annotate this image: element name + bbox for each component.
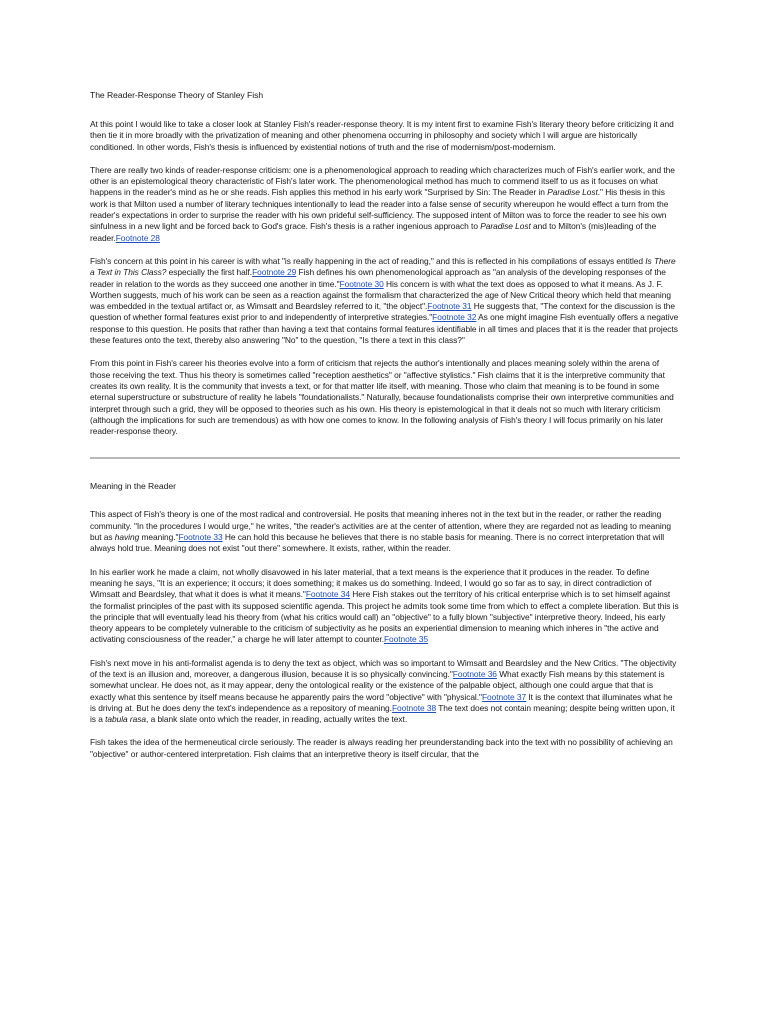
- text-run: especially the first half.: [166, 267, 253, 278]
- horizontal-divider: [90, 457, 680, 459]
- text-run: , a blank slate onto which the reader, in reading, actually writes the text.: [146, 714, 408, 725]
- text-run: Here Fish stakes out the territory of his critical enterprise which is to set himself against the formalist principles of the past with its supposed scientific agenda. This project he admits took some time from which to effect a complete liberation. But this is the principle that will eventually lead his theory from (what his critics would call) an "objective" to a fully blown "subjective" interpretive theory. Indeed, his early theory appears to be completely vulnerable to the criticism of subjectivity as he posits an experiential dimension to meaning which inheres in "the active and activating consciousness of the reader," a charge he will later attempt to counter.: [90, 589, 679, 645]
- text-run: and to Milton's (mis)leading of the reader.: [90, 221, 657, 243]
- italic-title: Is There a Text in This Class?: [90, 255, 676, 278]
- text-run: This aspect of Fish's theory is one of the most radical and controversial. He posits that meaning inheres not in the text but in the reader, or rather the reading community. "In the procedures I would urge," he writes, "the reader's activities are at the center of attention, where they are regarded not as leading to meaning but as: [90, 509, 671, 543]
- document-page: [90, 90, 680, 772]
- text-run: There are really two kinds of reader-response criticism: one is a phenomenological approach to reading which characterizes much of Fish's earlier work, and the other is an epistemological theory characteristic of Fish's later work. The phenomenological method has much to commend itself to us as it focuses on what happens in the reader's mind as he or she reads. Fish applies this method in his early work "Surprised by Sin: The Reader in: [90, 164, 675, 198]
- text-run: meaning.": [139, 532, 179, 543]
- italic-title: Paradise Lost: [480, 221, 531, 232]
- text-run: Fish's next move in his anti-formalist agenda is to deny the text as object, which was so important to Wimsatt and Beardsley and the New Critics. "The objectivity of the text is an illusion and, moreover, a dangerous illusion, because it is so physically convincing.": [90, 657, 677, 679]
- text-run: Fish's concern at this point in his career is with what "is really happening in the act of reading," and this is reflected in his compilations of essays entitled: [90, 255, 646, 266]
- paragraph: At this point I would like to take a closer look at Stanley Fish's reader-response theory. It is my intent first to examine Fish's literary theory before criticizing it and then tie it in more broadly with the privatization of meaning and other phenomena occurring in philosophy and society which I will argue are historically conditioned. In other words, Fish's thesis is influenced by existential notions of truth and the rise of modernism/post-modernism.: [90, 119, 674, 152]
- paragraph: [90, 567, 680, 646]
- paragraph: [90, 165, 680, 244]
- italic-title: Paradise Lost: [547, 187, 598, 198]
- text-run: It is the context that illuminates what he is driving at. But he does deny the text's independence as a repository of meaning.: [90, 691, 673, 713]
- footnote-link-37[interactable]: Footnote 37: [481, 691, 527, 702]
- section-title: The Reader-Response Theory of Stanley Fish: [90, 90, 264, 100]
- paragraph: [90, 256, 680, 346]
- paragraph: [90, 509, 680, 554]
- text-run: He suggests that, "The context for the discussion is the question of whether formal features exist prior to and independently of interpretive strategies.": [90, 301, 676, 323]
- italic-phrase: tabula rasa: [105, 714, 147, 725]
- text-run: The text does not contain meaning; despite being written upon, it is a: [90, 702, 675, 725]
- text-run: ." His thesis in this work is that Milton used a number of literary techniques intentionally to lead the reader into a false sense of security whereupon he would effect a turn from the reader's expectations in order to surprise the reader with his own prideful self-sufficiency. The supposed intent of Milton was to force the reader to see his own sinfulness in a new light and be forced back to God's grace. Fish's thesis is a rather ingenious approach to: [90, 187, 669, 232]
- footnote-link-32[interactable]: Footnote 32: [432, 312, 477, 323]
- italic-word: having: [114, 532, 140, 543]
- paragraph: [90, 658, 680, 726]
- text-run: Fish defines his own phenomenological approach as "an analysis of the developing responses of the reader in relation to the words as they succeed one another in time.": [90, 267, 666, 289]
- footnote-link-31[interactable]: Footnote 31: [427, 301, 472, 312]
- text-run: In his earlier work he made a claim, not wholly disavowed in his later material, that a text means is the experience that it produces in the reader. To define meaning he says, "It is an experience; it occurs; it does something; it makes us do something. Indeed, I would go so far as to say, in direct contradiction of Wimsatt and Beardsley, that what it does is what it means.": [90, 566, 652, 600]
- footnote-link-33[interactable]: Footnote 33: [178, 532, 223, 543]
- footnote-link-34[interactable]: Footnote 34: [305, 589, 351, 600]
- text-run: His concern is with what the text does as opposed to what it means. As J. F. Worthen suggests, much of his work can be seen as a reaction against the formalism that characterized the age of New Critical theory which held that meaning was embedded in the textual artifact or, as Wimsatt and Beardsley referred to it, "the object".: [90, 278, 671, 312]
- text-run: He can hold this because he believes that there is no stable basis for meaning. There is no correct interpretation that will always hold true. Meaning does not exist "out there" somewhere. It exists, rather, within the reader.: [90, 532, 665, 554]
- text-run: What exactly Fish means by this statement is somewhat unclear. He does not, as it may appear, deny the ontological reality or the existence of the palpable object, although one could argue that that is exactly what this sentence by itself means because he apparently pairs the word "objective" with "physical.": [90, 668, 665, 702]
- paragraph: Fish takes the idea of the hermeneutical circle seriously. The reader is always reading her preunderstanding back into the text with no possibility of achieving an "objective" or author-centered interpretation. Fish claims that an interpretive theory is itself circular, that the: [90, 737, 673, 759]
- text-run: As one might imagine Fish eventually offers a negative response to this question. He posits that rather than having a text that contains formal features identifiable in all times and places that it is the reader that projects these features onto the text, thereby also answering "No" to the question, "Is there a text in this class?": [90, 312, 679, 346]
- footnote-link-29[interactable]: Footnote 29: [252, 267, 297, 278]
- footnote-link-36[interactable]: Footnote 36: [452, 668, 497, 679]
- footnote-link-38[interactable]: Footnote 38: [391, 702, 437, 713]
- paragraph: From this point in Fish's career his theories evolve into a form of criticism that rejects the author's intentionally and places meaning solely within the arena of those receiving the text. Thus his theory is sometimes called "reception aesthetics" or "affective stylistics." Fish claims that it is the interpretive community that creates its own reality. It is the community that invests a text, or for that matter life itself, with meaning. Those who claim that meaning is to be found in some eternal superstructure or substructure of reality he labels "foundationalists." Naturally, because foundationalists comprise their own interpretive communities and interpret through such a grid, they will be opposed to theories such as his own. His theory is epistemological in that it deals not so much with literary criticism (although the implications for such are tremendous) as with how one comes to know. In the following analysis of Fish's theory I will focus primarily on his later reader-response theory.: [90, 358, 674, 437]
- footnote-link-28[interactable]: Footnote 28: [115, 232, 160, 243]
- section-title: Meaning in the Reader: [90, 481, 176, 492]
- footnote-link-30[interactable]: Footnote 30: [339, 278, 384, 289]
- footnote-link-35[interactable]: Footnote 35: [383, 634, 429, 645]
